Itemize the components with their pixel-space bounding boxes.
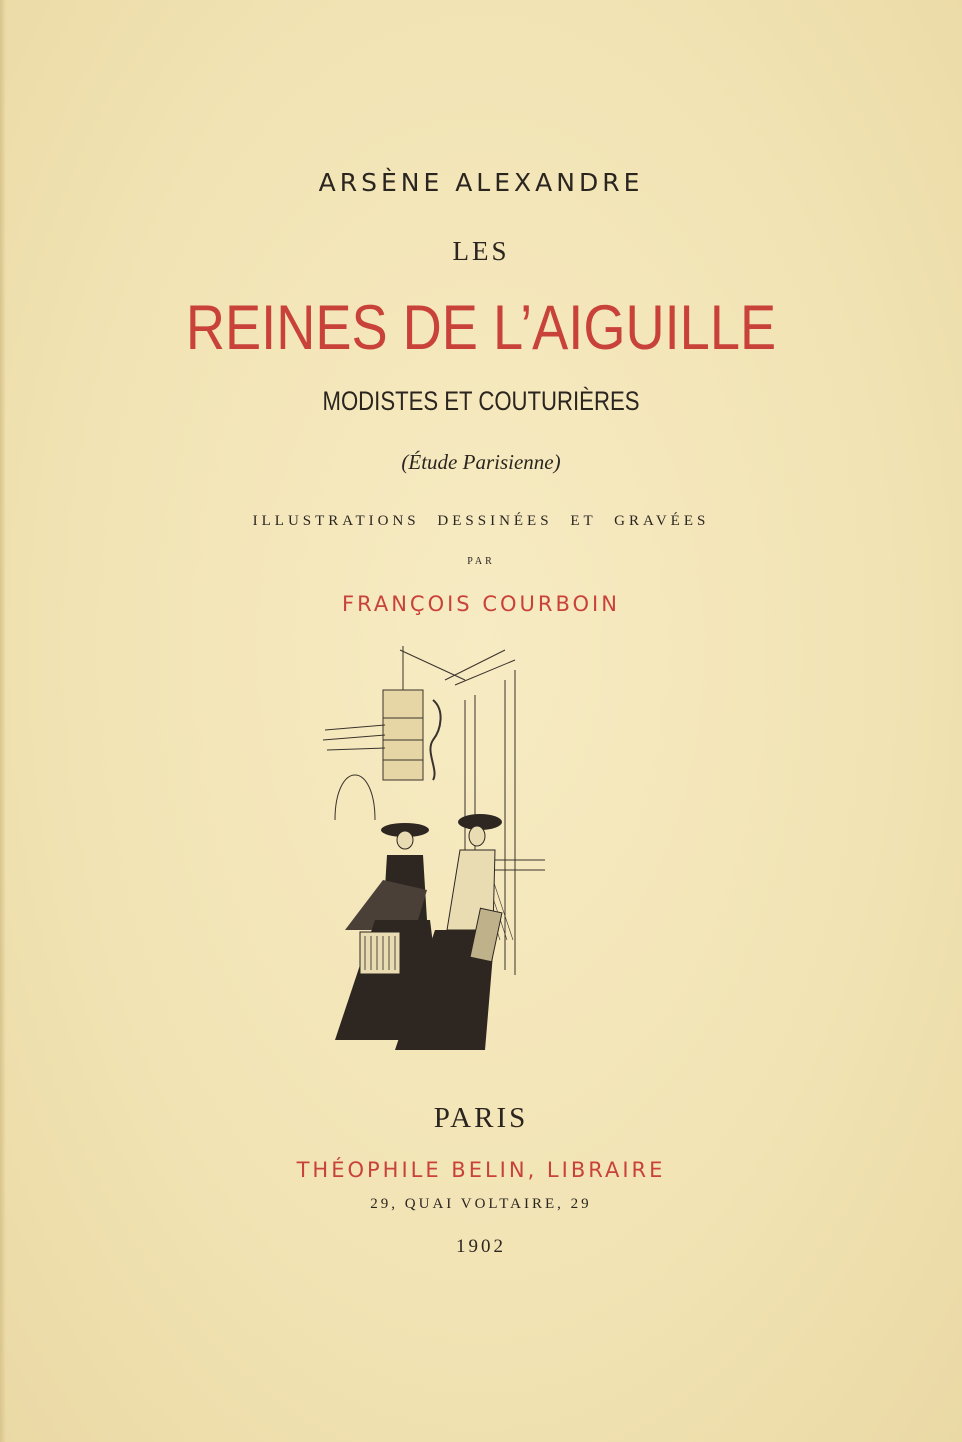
book-subtitle: MODISTES ET COUTURIÈRES <box>322 386 640 416</box>
publication-year: 1902 <box>456 1236 506 1257</box>
subtitle-note: (Étude Parisienne) <box>401 450 561 474</box>
book-title: REINES DE L’AIGUILLE <box>185 293 777 363</box>
engraved-vignette-illustration <box>315 640 555 1060</box>
publisher-name: THÉOPHILE BELIN, LIBRAIRE <box>296 1158 666 1182</box>
par-label: PAR <box>467 556 495 567</box>
publisher-address: 29, QUAI VOLTAIRE, 29 <box>370 1196 592 1212</box>
illustrations-credit: ILLUSTRATIONS DESSINÉES ET GRAVÉES <box>252 513 710 529</box>
page-edge-shadow <box>0 0 6 1442</box>
illustrator-name: FRANÇOIS COURBOIN <box>342 592 620 616</box>
publication-city: PARIS <box>433 1102 529 1134</box>
author-name: ARSÈNE ALEXANDRE <box>318 168 644 197</box>
title-article: LES <box>452 236 510 266</box>
